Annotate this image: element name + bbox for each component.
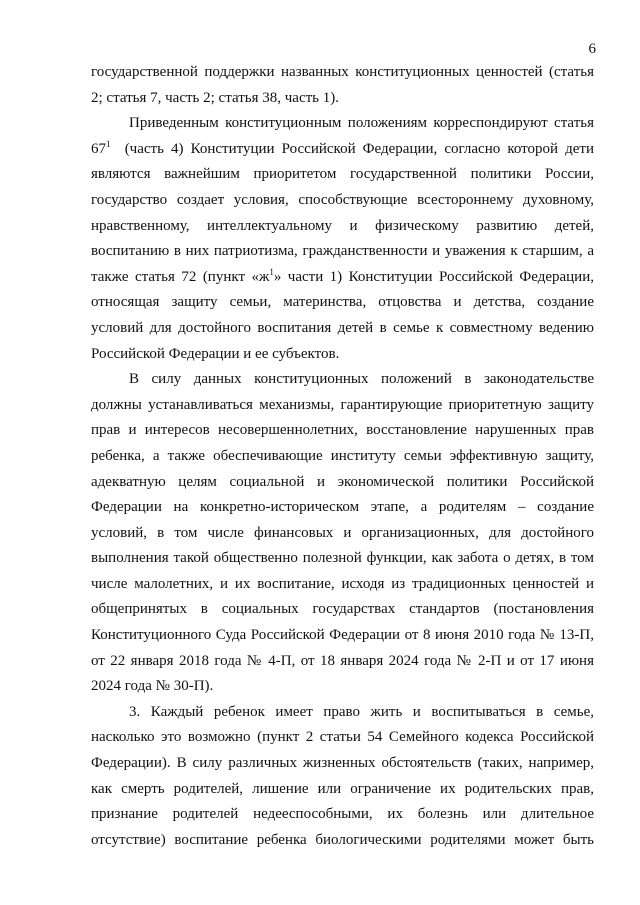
text-line: 2024 года № 30-П).: [91, 678, 214, 695]
text-line: являются важнейшим приоритетом государственной политики России,: [91, 166, 594, 183]
text-line: выполнения такой общественно полезной функции, как забота о детях, в том: [91, 550, 594, 567]
paragraph-1: [91, 60, 594, 111]
text-line: Конституционного Суда Российской Федерации от 8 июня 2010 года № 13-П,: [91, 627, 594, 644]
text-line: Приведенным конституционным положениям корреспондируют статья: [129, 115, 594, 132]
text-line: насколько это возможно (пункт 2 статьи 54 Семейного кодекса Российской: [91, 729, 594, 746]
text-line: относящая защиту семьи, материнства, отцовства и детства, создание: [91, 294, 594, 311]
text-fragment: (часть 4) Конституции Российской Федерации, согласно которой дети: [124, 140, 595, 157]
text-line: В силу данных конституционных положений в законодательстве: [129, 371, 594, 388]
text-line: прав и интересов несовершеннолетних, восстановление нарушенных прав: [91, 422, 594, 439]
text-line: Федерации). В силу различных жизненных обстоятельств (таких, например,: [91, 755, 594, 772]
text-line: ребенка, а также обеспечивающие институту семьи эффективную защиту,: [91, 447, 594, 464]
article-67: 67: [91, 140, 106, 157]
text-line: как смерть родителей, лишение или ограничение их родительских прав,: [91, 780, 594, 797]
text-line: условий для достойного воспитания детей в семье к совместному ведению: [91, 319, 594, 336]
text-line: нравственному, интеллектуальному и физическому развитию детей,: [91, 217, 594, 234]
text-line: отсутствие) воспитание ребенка биологическими родителями может быть: [91, 831, 594, 848]
superscript-1: 1: [106, 138, 111, 149]
document-body: [91, 60, 594, 853]
text-line: [91, 265, 594, 291]
text-line: адекватную целям социальной и экономической политики Российской: [91, 473, 594, 490]
text-line: 2; статья 7, часть 2; статья 38, часть 1).: [91, 89, 340, 106]
text-line: признание родителей недееспособными, их болезнь или длительное: [91, 806, 594, 823]
text-line: государственной поддержки названных конституционных ценностей (статья: [91, 64, 594, 80]
text-line: воспитанию в них патриотизма, гражданственности и уважения к старшим, а: [91, 243, 594, 260]
text-line: Российской Федерации и ее субъектов.: [91, 345, 340, 362]
text-fragment: » части 1) Конституции Российской Федерации,: [273, 268, 594, 285]
page-number: 6: [588, 41, 596, 57]
text-line: государство создает условия, способствующие всестороннему духовному,: [91, 191, 594, 208]
text-line: [91, 137, 594, 163]
text-line: числе малолетних, и их воспитание, исходя из традиционных ценностей и: [91, 575, 594, 592]
text-line: должны устанавливаться механизмы, гарантирующие приоритетную защиту: [91, 396, 594, 413]
text-line: условий, в том числе финансовых и организационных, для достойного: [91, 524, 594, 541]
text-fragment: также статья 72 (пункт «ж: [91, 268, 270, 285]
text-line: общепринятых в социальных государствах стандартов (постановления: [91, 601, 594, 618]
paragraph-4: [91, 700, 594, 854]
paragraph-2: [91, 111, 594, 367]
superscript-1: 1: [269, 266, 274, 277]
text-line: 3. Каждый ребенок имеет право жить и воспитываться в семье,: [129, 703, 594, 720]
paragraph-3: [91, 367, 594, 700]
text-line: Федерации на конкретно-историческом этапе, а родителям – создание: [91, 499, 594, 516]
text-line: от 22 января 2018 года № 4-П, от 18 января 2024 года № 2-П и от 17 июня: [91, 652, 594, 669]
